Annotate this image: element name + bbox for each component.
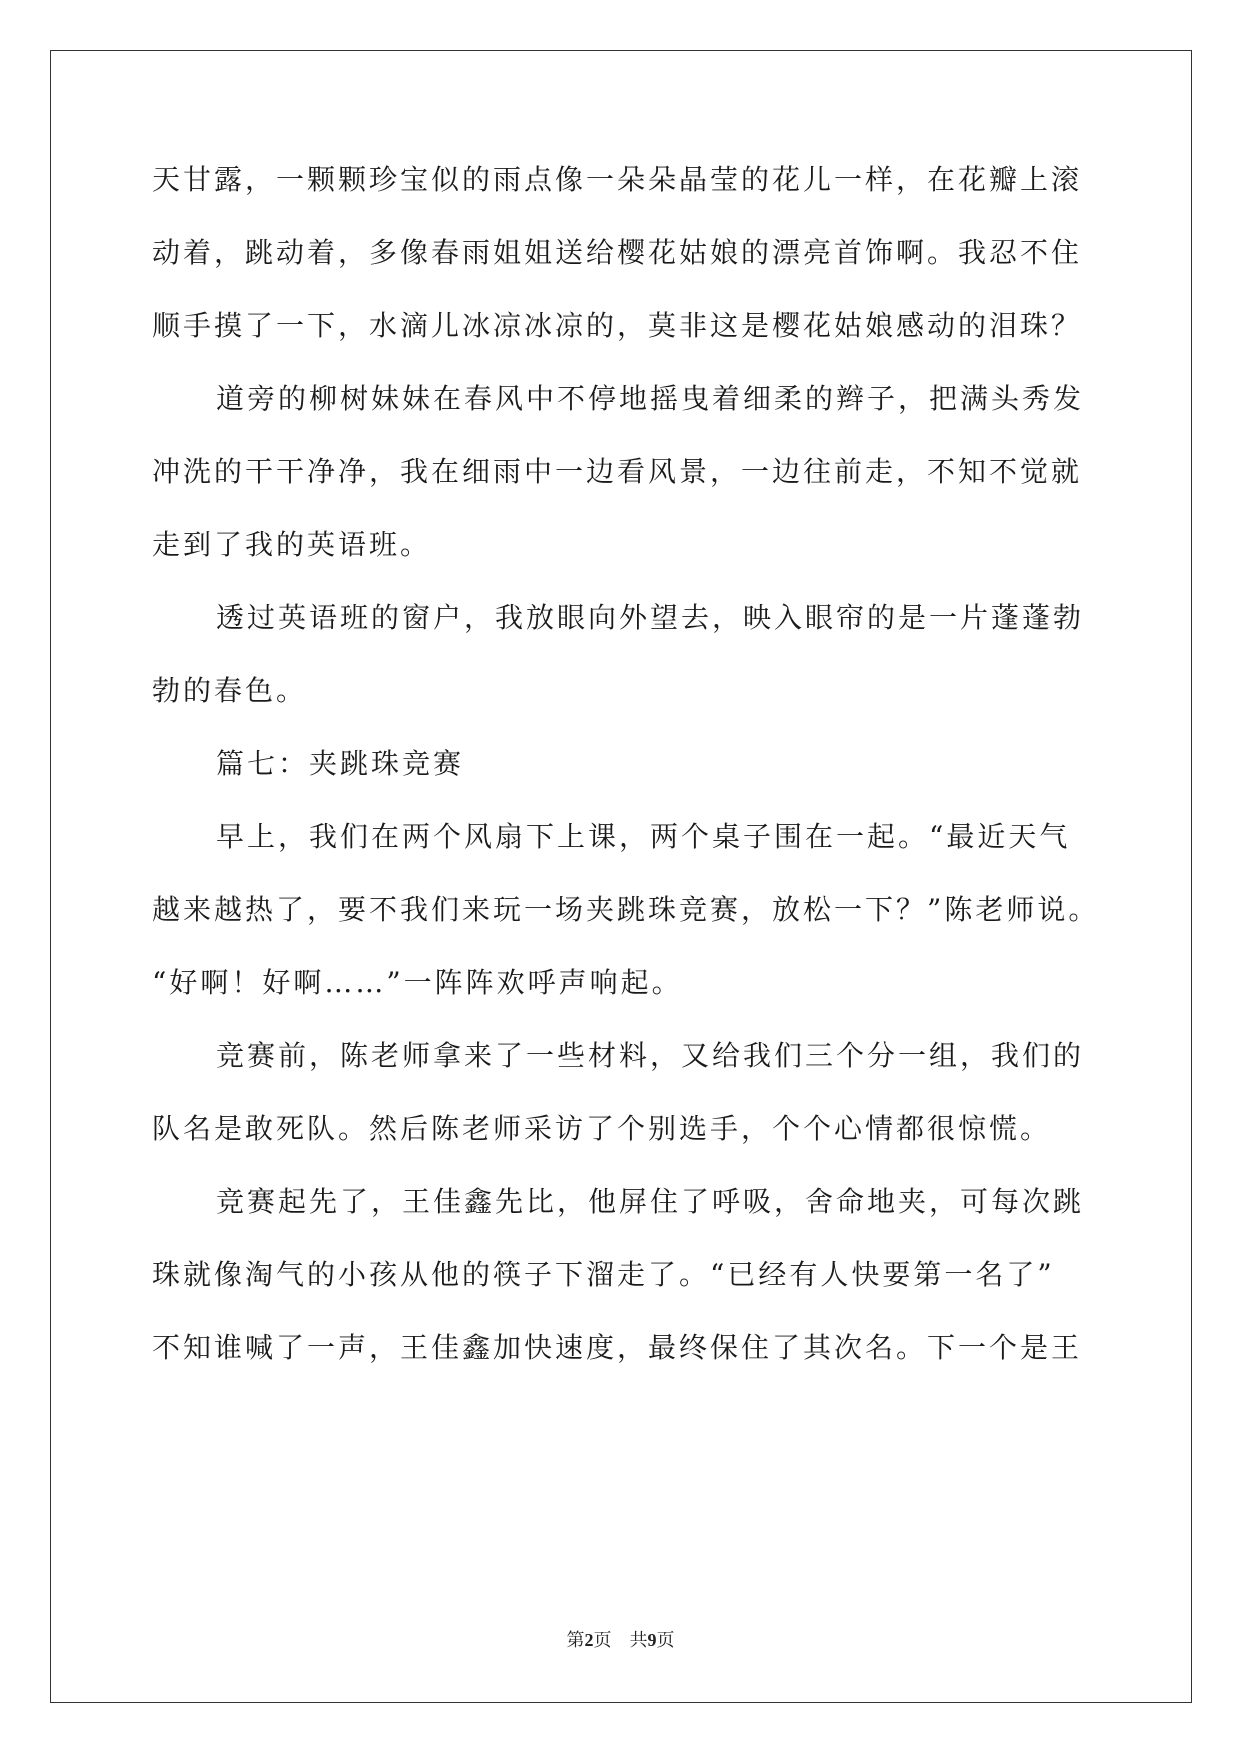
text-line: 顺手摸了一下，水滴儿冰凉冰凉的，莫非这是樱花姑娘感动的泪珠？ (152, 309, 1083, 342)
paragraph-start: 早上，我们在两个风扇下上课，两个桌子围在一起。“最近天气 (216, 820, 1071, 853)
page-border (50, 50, 1192, 1703)
paragraph-start: 竞赛起先了，王佳鑫先比，他屏住了呼吸，舍命地夹，可每次跳 (216, 1185, 1085, 1218)
page-suffix: 页 (593, 1630, 612, 1651)
text-line: 队名是敢死队。然后陈老师采访了个别选手，个个心情都很惊慌。 (152, 1112, 1052, 1145)
paragraph-start: 道旁的柳树妹妹在春风中不停地摇曳着细柔的辫子，把满头秀发 (216, 382, 1085, 415)
text-line: 走到了我的英语班。 (152, 528, 432, 561)
total-suffix: 页 (656, 1630, 675, 1651)
text-line: 珠就像淘气的小孩从他的筷子下溜走了。“已经有人快要第一名了” (152, 1258, 1055, 1291)
paragraph-start: 竞赛前，陈老师拿来了一些材料，又给我们三个分一组，我们的 (216, 1039, 1085, 1072)
total-pages: 9 (647, 1630, 657, 1650)
paragraph-start: 透过英语班的窗户，我放眼向外望去，映入眼帘的是一片蓬蓬勃 (216, 601, 1085, 634)
text-line: 越来越热了，要不我们来玩一场夹跳珠竞赛，放松一下？”陈老师说。 (152, 893, 1100, 926)
section-heading: 篇七：夹跳珠竞赛 (216, 747, 465, 780)
text-line: 不知谁喊了一声，王佳鑫加快速度，最终保住了其次名。下一个是王 (152, 1331, 1083, 1364)
text-line: “好啊！好啊……”一阵阵欢呼声响起。 (152, 966, 683, 999)
page-number: 2 (584, 1630, 594, 1650)
page-footer (0, 1628, 1241, 1653)
text-line: 天甘露，一颗颗珍宝似的雨点像一朵朵晶莹的花儿一样，在花瓣上滚 (152, 163, 1083, 196)
page-prefix: 第 (566, 1630, 585, 1651)
text-line: 动着，跳动着，多像春雨姐姐送给樱花姑娘的漂亮首饰啊。我忍不住 (152, 236, 1083, 269)
total-prefix: 共 (629, 1630, 648, 1651)
text-line: 冲洗的干干净净，我在细雨中一边看风景，一边往前走，不知不觉就 (152, 455, 1083, 488)
text-line: 勃的春色。 (152, 674, 308, 707)
